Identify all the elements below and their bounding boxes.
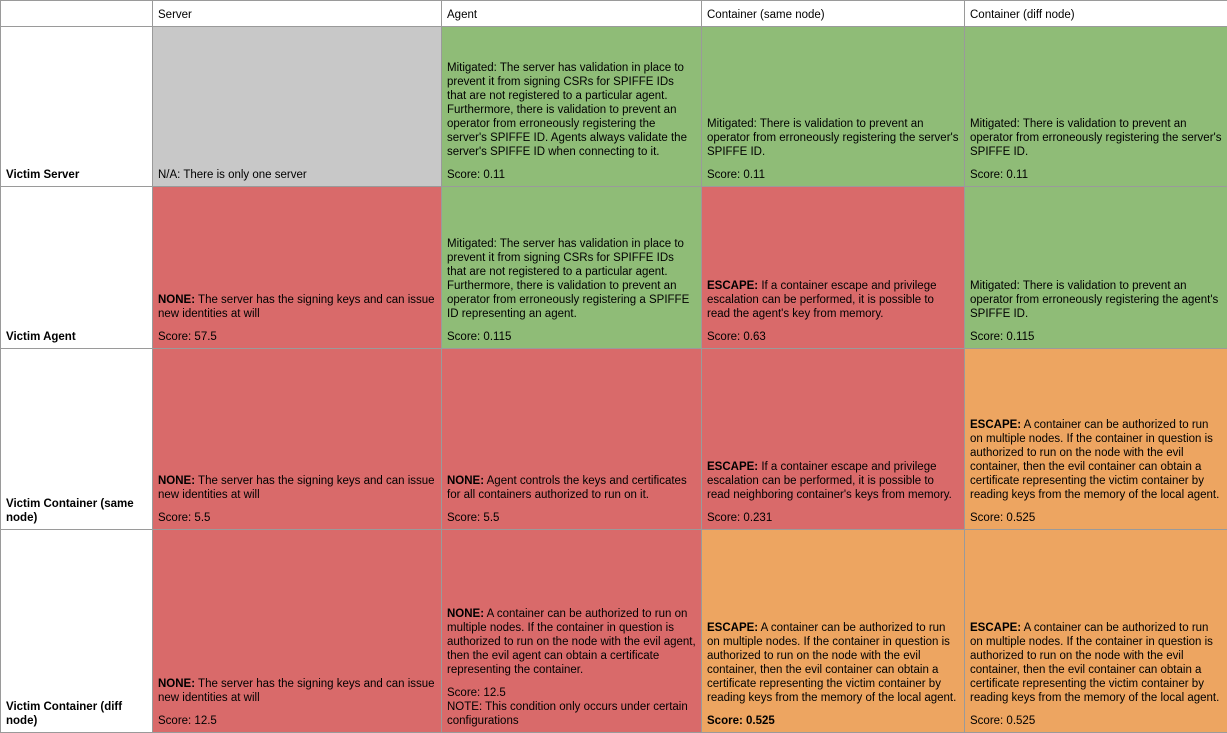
cell-description (707, 460, 959, 502)
cell-note: NOTE: This condition only occurs under certain configurations (447, 700, 696, 728)
column-header-corner (1, 1, 153, 27)
matrix-cell (702, 530, 965, 733)
cell-description-text: A container can be authorized to run on multiple nodes. If the container in question is authorized to run on the node with the evil container, then the evil container can obtain a certificate representing the victim container by reading keys from the memory of the local agent. (970, 419, 1219, 501)
cell-score: Score: 0.115 (970, 330, 1222, 344)
matrix-cell (153, 187, 442, 349)
cell-description-label: NONE: (447, 608, 484, 620)
cell-score: Score: 0.115 (447, 330, 696, 344)
table-header (1, 1, 1227, 27)
cell-description (970, 279, 1222, 321)
matrix-cell (965, 530, 1227, 733)
matrix-cell (442, 530, 702, 733)
cell-description (970, 418, 1222, 502)
cell-description-text: Mitigated: There is validation to prevent an operator from erroneously registering the server's SPIFFE ID. (707, 118, 958, 158)
cell-description-text: Mitigated: The server has validation in place to prevent it from signing CSRs for SPIFFE IDs that are not registered to a particular agent. Furthermore, there is validation to prevent an operator from erroneously registering the server's SPIFFE ID. Agents always validate the server's SPIFFE ID when connecting to it. (447, 62, 687, 158)
cell-description (970, 621, 1222, 705)
matrix-cell (153, 349, 442, 530)
cell-description (447, 237, 696, 321)
cell-score: Score: 0.231 (707, 511, 959, 525)
column-header-container-same-node: Container (same node) (702, 1, 965, 27)
cell-score: Score: 0.11 (970, 168, 1222, 182)
table-body (1, 27, 1227, 733)
cell-description (447, 61, 696, 159)
cell-score: Score: 0.525 (970, 511, 1222, 525)
table-row (1, 27, 1227, 187)
cell-description (970, 117, 1222, 159)
cell-description (158, 474, 436, 502)
cell-score: Score: 0.11 (707, 168, 959, 182)
matrix-cell (153, 530, 442, 733)
cell-description-text: The server has the signing keys and can issue new identities at will (158, 678, 435, 704)
matrix-cell (442, 349, 702, 530)
cell-score: N/A: There is only one server (158, 168, 436, 182)
cell-description-text: Agent controls the keys and certificates for all containers authorized to run on it. (447, 475, 687, 501)
matrix-cell (965, 349, 1227, 530)
table-row (1, 187, 1227, 349)
cell-score: Score: 0.11 (447, 168, 696, 182)
cell-description-label: ESCAPE: (707, 280, 758, 292)
cell-description-text: If a container escape and privilege escalation can be performed, it is possible to read the agent's key from memory. (707, 280, 937, 320)
cell-description (447, 474, 696, 502)
cell-score: Score: 5.5 (447, 511, 696, 525)
cell-description-label: NONE: (158, 678, 195, 690)
matrix-cell (153, 27, 442, 187)
row-header: Victim Container (same node) (1, 349, 153, 530)
cell-description-text: The server has the signing keys and can issue new identities at will (158, 294, 435, 320)
column-header-agent: Agent (442, 1, 702, 27)
row-header: Victim Agent (1, 187, 153, 349)
cell-description-text: A container can be authorized to run on multiple nodes. If the container in question is authorized to run on the node with the evil container, then the evil container can obtain a certificate representing the victim container by reading keys from the memory of the local agent. (970, 622, 1219, 704)
cell-description-text: Mitigated: The server has validation in place to prevent it from signing CSRs for SPIFFE IDs that are not registered to a particular agent. Furthermore, there is validation to prevent an operator from erroneously registering a SPIFFE ID representing an agent. (447, 238, 689, 320)
cell-description-text: Mitigated: There is validation to prevent an operator from erroneously registering the server's SPIFFE ID. (970, 118, 1221, 158)
cell-description-text: The server has the signing keys and can issue new identities at will (158, 475, 435, 501)
cell-description-text: Mitigated: There is validation to prevent an operator from erroneously registering the agent's SPIFFE ID. (970, 280, 1218, 320)
cell-description (707, 621, 959, 705)
cell-description (158, 293, 436, 321)
cell-description-label: ESCAPE: (970, 419, 1021, 431)
cell-score: Score: 12.5 (447, 686, 696, 700)
cell-description-text: If a container escape and privilege escalation can be performed, it is possible to read neighboring container's keys from memory. (707, 461, 952, 501)
matrix-cell (965, 27, 1227, 187)
cell-description (158, 677, 436, 705)
cell-description-label: NONE: (447, 475, 484, 487)
matrix-cell (965, 187, 1227, 349)
cell-description-label: NONE: (158, 294, 195, 306)
cell-description-label: ESCAPE: (707, 622, 758, 634)
cell-description (447, 607, 696, 677)
table-row (1, 530, 1227, 733)
matrix-cell (442, 27, 702, 187)
cell-description-label: NONE: (158, 475, 195, 487)
matrix-cell (702, 187, 965, 349)
cell-description (707, 279, 959, 321)
row-header: Victim Server (1, 27, 153, 187)
cell-description-text: A container can be authorized to run on multiple nodes. If the container in question is authorized to run on the node with the evil agent, then the evil agent can obtain a certificate representing the container. (447, 608, 696, 676)
cell-score: Score: 0.525 (707, 714, 959, 728)
matrix-cell (702, 27, 965, 187)
cell-score: Score: 0.63 (707, 330, 959, 344)
column-header-server: Server (153, 1, 442, 27)
cell-score: Score: 57.5 (158, 330, 436, 344)
header-row (1, 1, 1227, 27)
row-header: Victim Container (diff node) (1, 530, 153, 733)
column-header-container-diff-node: Container (diff node) (965, 1, 1227, 27)
cell-score: Score: 5.5 (158, 511, 436, 525)
cell-description-label: ESCAPE: (707, 461, 758, 473)
matrix-cell (442, 187, 702, 349)
cell-score: Score: 12.5 (158, 714, 436, 728)
cell-description-text: A container can be authorized to run on multiple nodes. If the container in question is authorized to run on the node with the evil container, then the evil container can obtain a certificate representing the victim container by reading keys from the memory of the local agent. (707, 622, 956, 704)
cell-description (707, 117, 959, 159)
cell-score: Score: 0.525 (970, 714, 1222, 728)
matrix-cell (702, 349, 965, 530)
cell-description-label: ESCAPE: (970, 622, 1021, 634)
table-row (1, 349, 1227, 530)
